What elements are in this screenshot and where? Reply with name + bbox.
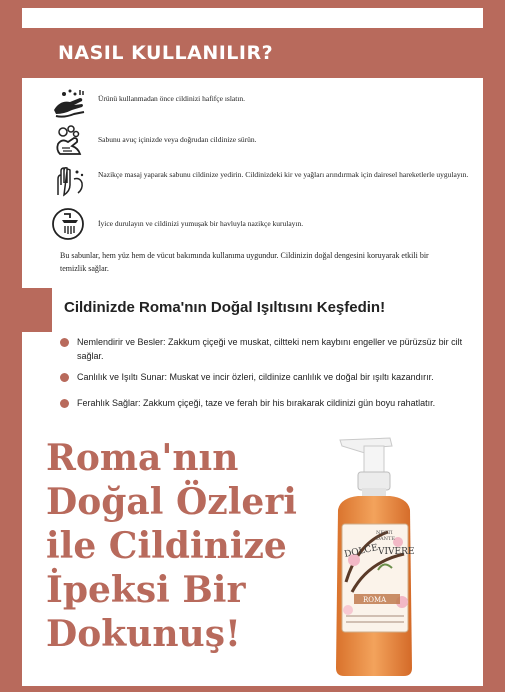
headline-line-3: ile Cildinize xyxy=(46,525,287,567)
usage-note: Bu sabunlar, hem yüz hem de vücut bakımında kullanıma uygundur. Cildinizin doğal dengesini koruyarak etkili bir temizlik sağlar. xyxy=(60,251,429,273)
promo-headline xyxy=(46,436,316,656)
product-bottle-image xyxy=(318,432,468,682)
step-1-text: Ürünü kullanmadan önce cildinizi hafifçe ıslatın. xyxy=(98,94,246,103)
headline-line-5: Dokunuş! xyxy=(46,613,241,655)
washing-hands-icon xyxy=(50,86,90,122)
benefit-text-1: Nemlendirir ve Besler: Zakkum çiçeği ve muskat, ciltteki nem kaybını engeller ve pürüzsüz bir cilt sağlar. xyxy=(77,337,463,361)
product-variant: ROMA xyxy=(363,596,387,604)
step-2 xyxy=(50,124,490,160)
step-4 xyxy=(50,206,490,242)
benefit-text-3: Ferahlık Sağlar: Zakkum çiçeği, taze ve ferah bir his bırakarak cildinizi gün boyu rahatlatır. xyxy=(77,398,436,408)
headline-line-1: Roma'nın xyxy=(46,437,239,479)
frame-top xyxy=(0,0,505,8)
shower-icon xyxy=(50,206,90,242)
soap-hands-icon xyxy=(50,124,90,160)
step-1 xyxy=(50,86,490,122)
frame-bottom xyxy=(0,686,505,692)
headline-line-2: Doğal Özleri xyxy=(46,481,297,523)
product-name-right: VIVERE xyxy=(378,547,415,557)
step-4-text: İyice durulayın ve cildinizi yumuşak bir havluyla nazikçe kurulayın. xyxy=(98,219,304,228)
product-name-left: DOLCE xyxy=(343,543,379,560)
brand-bottom: DANTE xyxy=(376,536,395,542)
section-heading: Cildinizde Roma'nın Doğal Işıltısını Keşfedin! xyxy=(64,299,386,316)
headline-line-4: İpeksi Bir xyxy=(46,569,246,611)
bullet-dot xyxy=(60,399,69,408)
usage-title-banner: NASIL KULLANILIR? xyxy=(22,28,483,78)
section-side-tab xyxy=(22,288,52,332)
brand-top: NESTI xyxy=(376,530,393,536)
bullet-dot xyxy=(60,338,69,347)
bullet-dot xyxy=(60,373,69,382)
frame-left xyxy=(0,0,22,692)
step-3-text: Nazikçe masaj yaparak sabunu cildinize yedirin. Cildinizdeki kir ve yağları arındırmak için dairesel hareketlerle uygulayın. xyxy=(98,170,469,179)
massage-hands-icon xyxy=(50,165,90,201)
step-3 xyxy=(50,165,490,201)
step-2-text: Sabunu avuç içinizde veya doğrudan cildinize sürün. xyxy=(98,135,257,144)
benefit-text-2: Canlılık ve Işıltı Sunar: Muskat ve incir özleri, cildinize canlılık ve doğal bir ışıltı kazandırır. xyxy=(77,372,434,382)
